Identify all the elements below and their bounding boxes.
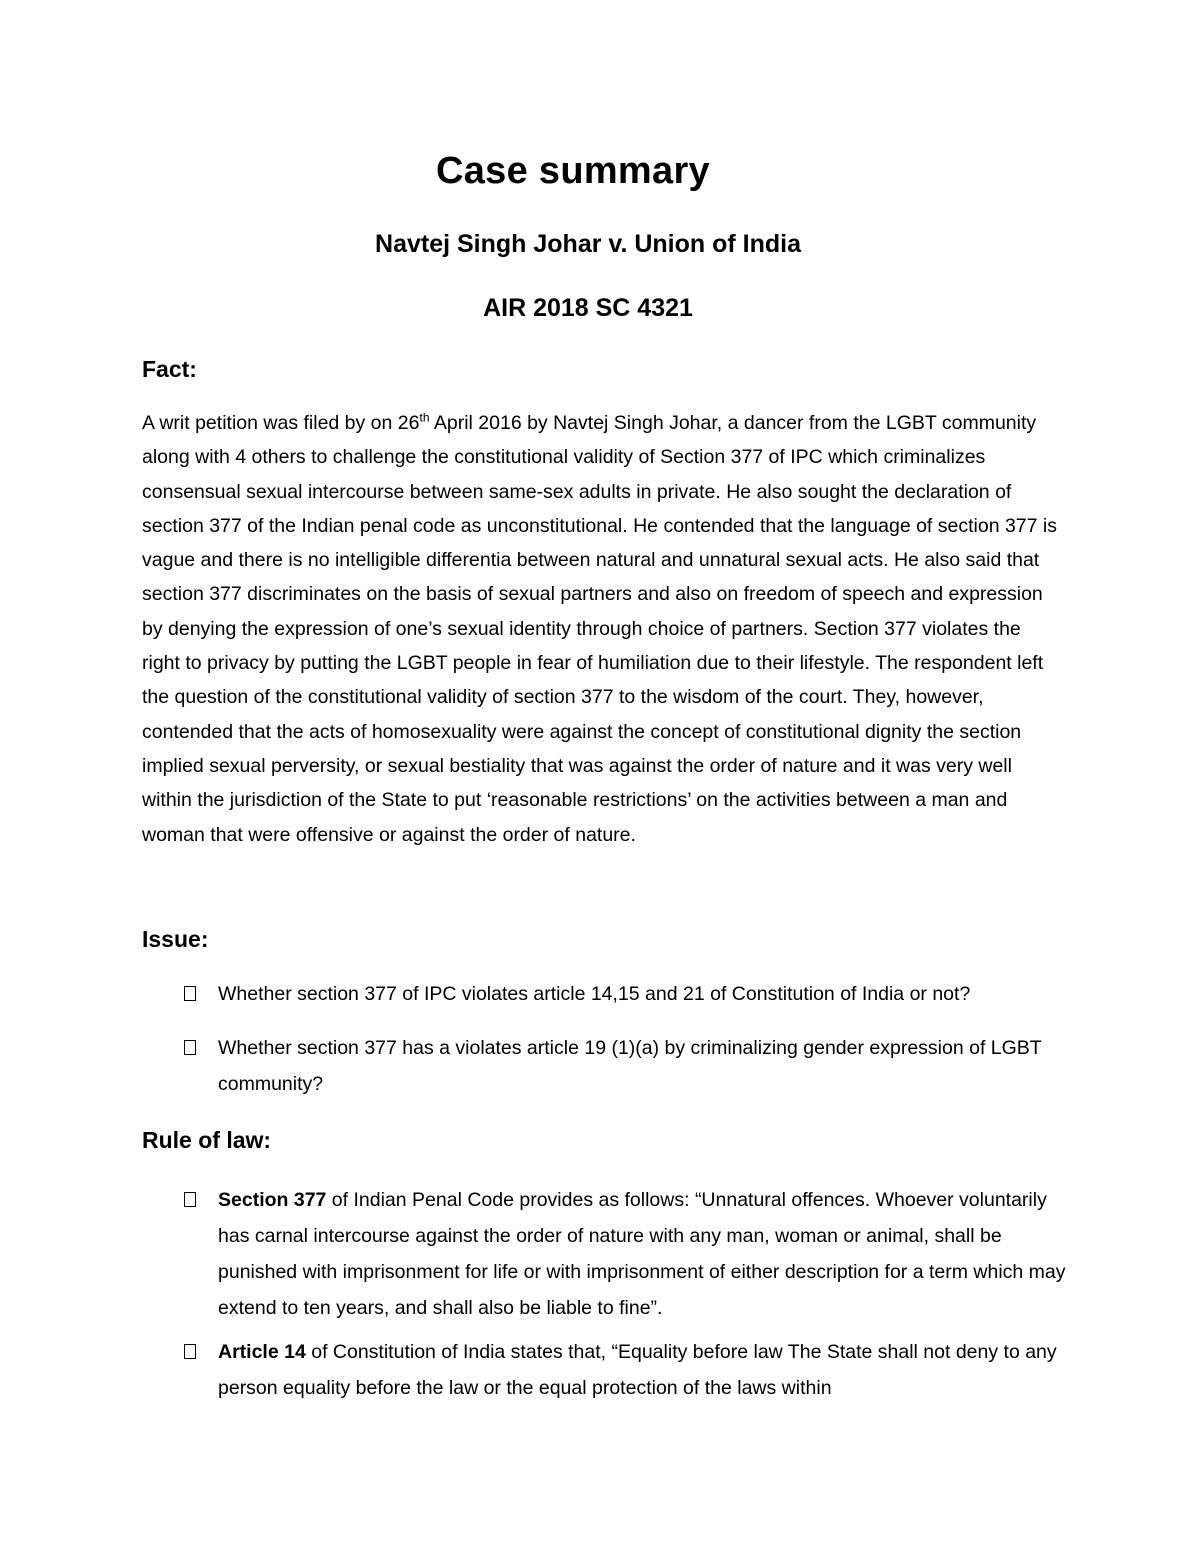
issue-text: Whether section 377 of IPC violates article 14,15 and 21 of Constitution of India or not? <box>218 983 971 1005</box>
rule-text: of Indian Penal Code provides as follows: “Unnatural offences. Whoever voluntarily has carnal intercourse against the order of nature with any man, woman or animal, shall be punished with imprisonment for life or with imprisonment of either description for a term which may extend to ten years, and shall also be liable to fine”. <box>218 1189 1066 1319</box>
page-title: Case summary <box>436 150 710 192</box>
rule-provision: Section 377 <box>218 1189 327 1211</box>
rule-provision: Article 14 <box>218 1341 306 1363</box>
rule-of-law-list <box>184 1182 1074 1406</box>
list-item <box>184 1334 1074 1406</box>
fact-text-start: A writ petition was filed by on 26 <box>142 412 420 434</box>
rule-of-law-heading: Rule of law: <box>142 1127 272 1153</box>
list-item <box>184 976 1074 1012</box>
fact-paragraph <box>142 406 1062 852</box>
fact-heading: Fact: <box>142 356 197 382</box>
list-item <box>184 1182 1074 1326</box>
case-name: Navtej Singh Johar v. Union of India <box>375 230 801 258</box>
square-bullet-icon <box>184 986 196 1001</box>
fact-date-superscript: th <box>419 410 430 425</box>
case-citation: AIR 2018 SC 4321 <box>483 294 693 322</box>
issue-text: Whether section 377 has a violates article 19 (1)(a) by criminalizing gender expression of LGBT community? <box>218 1037 1042 1095</box>
square-bullet-icon <box>184 1192 196 1207</box>
fact-text-rest: April 2016 by Navtej Singh Johar, a dancer from the LGBT community along with 4 others to challenge the constitutional validity of Section 377 of IPC which criminalizes consensual sexual intercourse between same-sex adults in private. He also sought the declaration of section 377 of the Indian penal code as unconstitutional. He contended that the language of section 377 is vague and there is no intelligible differentia between natural and unnatural sexual acts. He also said that section 377 discriminates on the basis of sexual partners and also on freedom of speech and expression by denying the expression of one’s sexual identity through choice of partners. Section 377 violates the right to privacy by putting the LGBT people in fear of humiliation due to their lifestyle. The respondent left the question of the constitutional validity of section 377 to the wisdom of the court. They, however, contended that the acts of homosexuality were against the concept of constitutional dignity the section implied sexual perversity, or sexual bestiality that was against the order of nature and it was very well within the jurisdiction of the State to put ‘reasonable restrictions’ on the activities between a man and woman that were offensive or against the order of nature. <box>142 412 1057 846</box>
square-bullet-icon <box>184 1040 196 1055</box>
rule-text: of Constitution of India states that, “Equality before law The State shall not deny to any person equality before the law or the equal protection of the laws within <box>218 1341 1057 1399</box>
issue-heading: Issue: <box>142 926 209 952</box>
issue-list <box>184 976 1074 1102</box>
square-bullet-icon <box>184 1344 196 1359</box>
list-item <box>184 1030 1074 1102</box>
